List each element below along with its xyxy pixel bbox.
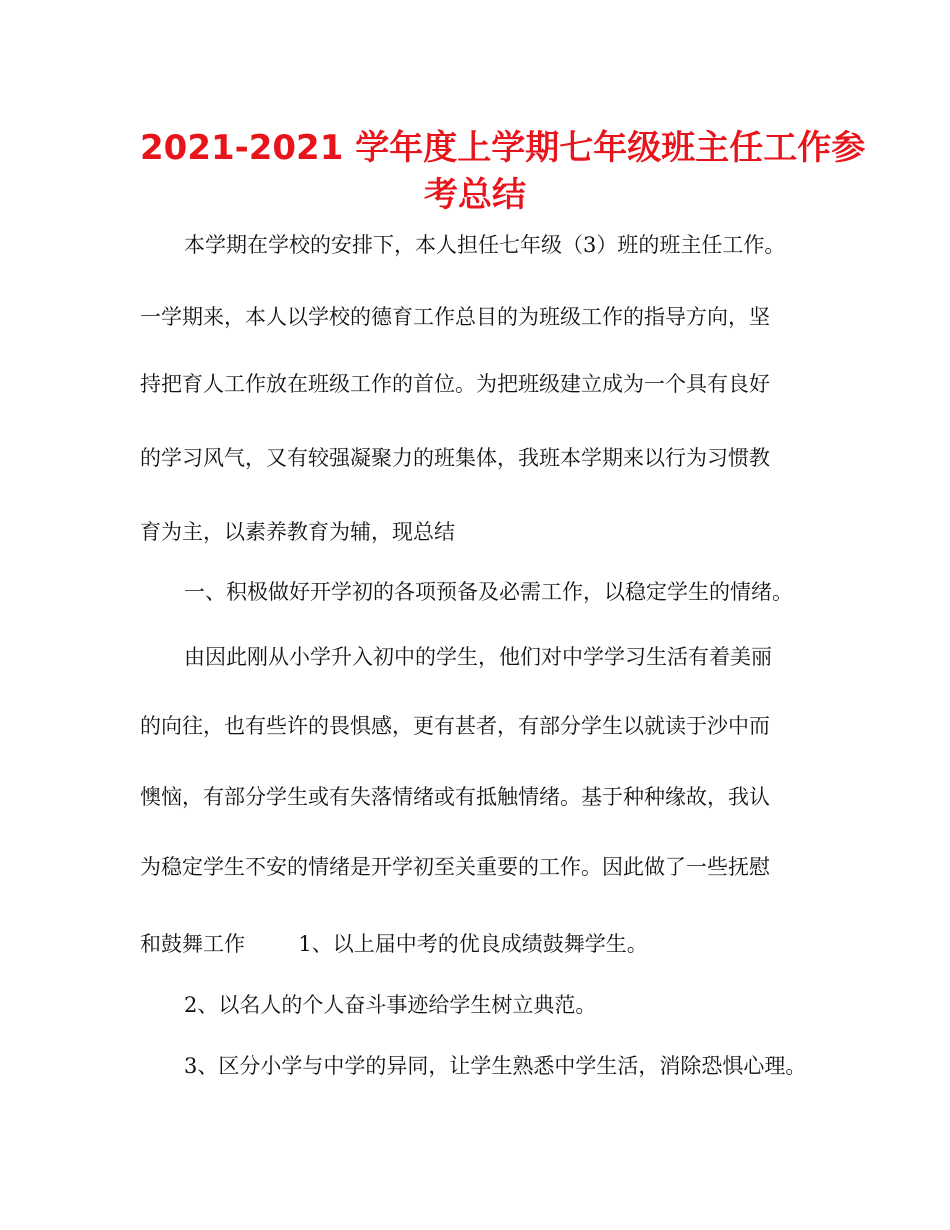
paragraph-line: 为稳定学生不安的情绪是开学初至关重要的工作。因此做了一些抚慰 xyxy=(140,855,770,879)
paragraph-line: 持把育人工作放在班级工作的首位。为把班级建立成为一个具有良好 xyxy=(140,372,770,396)
paragraph-line: 本学期在学校的安排下，本人担任七年级（3）班的班主任工作。 xyxy=(184,233,786,257)
list-item: 2、以名人的个人奋斗事迹给学生树立典范。 xyxy=(184,993,597,1017)
paragraph-line: 育为主，以素养教育为辅，现总结 xyxy=(140,520,455,544)
paragraph-line: 懊恼，有部分学生或有失落情绪或有抵触情绪。基于种种缘故，我认 xyxy=(140,785,770,809)
list-item: 和鼓舞工作 1、以上届中考的优良成绩鼓舞学生。 xyxy=(140,932,648,956)
section-heading: 一、积极做好开学初的各项预备及必需工作，以稳定学生的情绪。 xyxy=(184,580,793,604)
paragraph-line: 的学习风气，又有较强凝聚力的班集体，我班本学期来以行为习惯教 xyxy=(140,446,770,470)
paragraph-line: 一学期来，本人以学校的德育工作总目的为班级工作的指导方向，坚 xyxy=(140,305,770,329)
list-item: 3、区分小学与中学的异同，让学生熟悉中学生活，消除恐惧心理。 xyxy=(184,1054,807,1078)
document-title-line-1: 2021-2021 学年度上学期七年级班主任工作参 xyxy=(140,128,866,168)
paragraph-line: 的向往，也有些许的畏惧感，更有甚者，有部分学生以就读于沙中而 xyxy=(140,714,770,738)
paragraph-line: 由因此刚从小学升入初中的学生，他们对中学学习生活有着美丽 xyxy=(184,645,772,669)
document-title-line-2: 考总结 xyxy=(424,175,526,215)
